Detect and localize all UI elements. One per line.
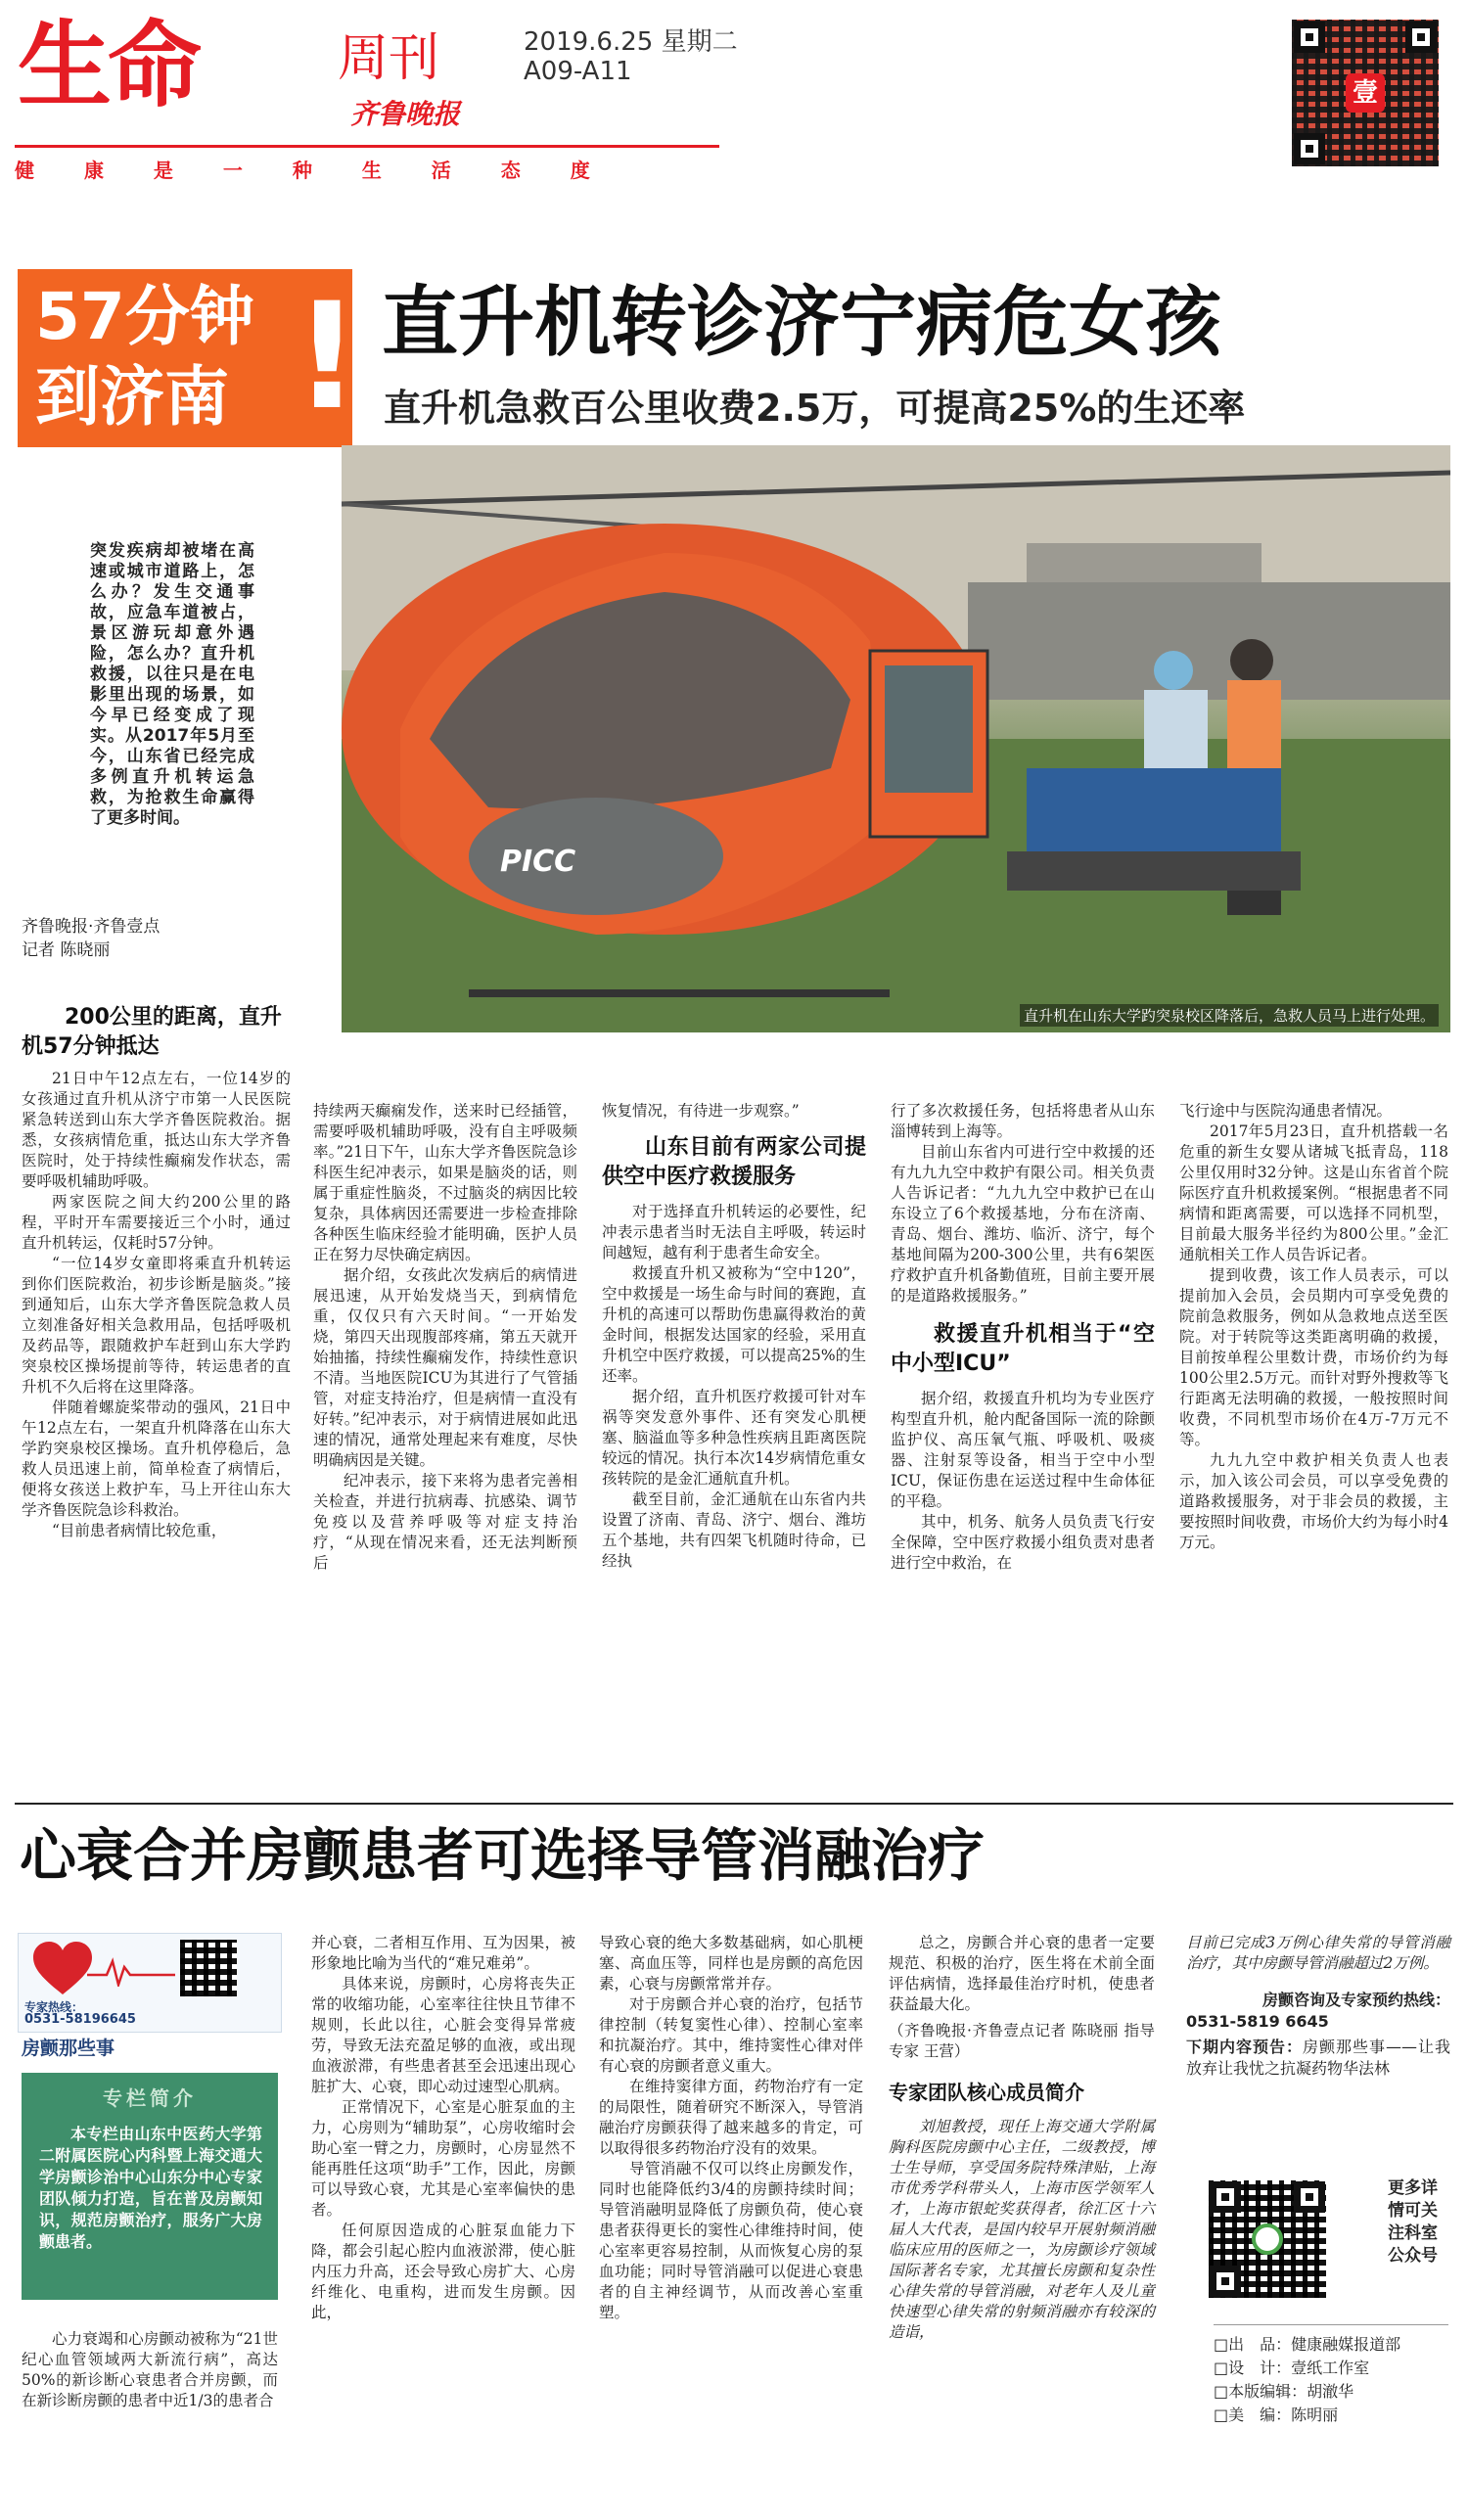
qr-finder-bl	[1210, 2266, 1241, 2297]
lead-col-2	[313, 1101, 577, 1574]
paragraph: 对于房颤合并心衰的治疗，包括节律控制（转复窦性心律）、控制心室率和抗凝治疗。其中，维持窦性心律对伴有心衰的房颤者意义重大。	[599, 1995, 863, 2075]
lead-intro: 突发疾病却被堵在高速或城市道路上，怎么办？发生交通事故，应急车道被占，景区游玩却意外遇险，怎么办？直升机救援，以往只是在电影里出现的场景，如今早已经变成了现实。从2017年5月至今，山东省已经完成多例直升机转运急救，为抢救生命赢得了更多时间。	[90, 541, 254, 828]
column-intro-box	[22, 2073, 278, 2300]
credit-value: 健康融媒报道部	[1291, 2335, 1401, 2354]
byline-reporter: 记者 陈晓丽	[22, 940, 111, 960]
masthead-weekly: 周刊	[338, 29, 440, 88]
credit-row	[1214, 2333, 1448, 2357]
credit-row	[1214, 2404, 1448, 2427]
consult-phone: 0531-5819 6645	[1186, 2012, 1329, 2031]
paragraph: 在维持窦律方面，药物治疗有一定的局限性，随着研究不断深入，导管消融治疗房颤获得了越来越多的肯定，可以取得很多药物治疗没有的效果。	[599, 2078, 863, 2157]
credit-value: 胡澈华	[1307, 2382, 1354, 2401]
section3-title: 救援直升机相当于“空中小型ICU”	[891, 1322, 1155, 1376]
credits-box	[1214, 2324, 1448, 2427]
badge-line1: 57分钟	[35, 279, 254, 354]
square-icon: □	[1214, 2359, 1229, 2377]
paragraph: 导管消融不仅可以终止房颤发作，同时也能降低约3/4的房颤持续时间；导管消融明显降低了房颤负荷，使心衰患者获得更长的窦性心律维持时间，使心室率更容易控制，从而恢复心房的泵血功能；同时导管消融可以促进心衰患者的自主神经调节，从而改善心室重塑。	[599, 2160, 863, 2321]
paragraph: “目前患者病情比较危重，	[52, 1522, 227, 1539]
section-divider	[15, 1803, 1453, 1805]
paragraph: 两家医院之间大约200公里的路程，平时开车需要接近三个小时，通过直升机转运，仅耗时57分钟。	[22, 1193, 291, 1252]
credit-value: 陈明丽	[1291, 2405, 1339, 2424]
paragraph: 目前山东省内可进行空中救援的还有九九九空中救护有限公司。相关负责人告诉记者：“九九九空中救护已在山东设立了6个救援基地，分布在济南、青岛、烟台、潍坊、临沂、济宁，每个基地间隔为200-300公里，共有6架医疗救护直升机备勤值班，目前主要开展的是道路救援服务。”	[891, 1143, 1155, 1305]
paragraph: 提到收费，该工作人员表示，可以提前加入会员，会员期内可享受免费的院前急救服务，例如从急救地点送至医院。对于转院等这类距离明确的救援，目前按单程公里数计费，市场价约为每100公里2.5万元。而针对野外搜救等飞行距离无法明确的救援，一般按照时间收费，不同机型市场价在4万-7万元不等。	[1179, 1266, 1448, 1448]
paragraph: 救援直升机又被称为“空中120”，空中救援是一场生命与时间的赛跑，直升机的高速可以帮助伤患赢得救治的黄金时间，根据发达国家的经验，采用直升机空中医疗救援，可以提高25%的生还率。	[602, 1264, 866, 1385]
consult-block	[1186, 1990, 1450, 2033]
paragraph: 九九九空中救护相关负责人也表示，加入该公司会员，可以享受免费的道路救援服务，对于非会员的救援，主要按照时间收费，市场价大约为每小时4万元。	[1179, 1451, 1448, 1551]
credit-label: 美 编：	[1228, 2405, 1292, 2424]
column-intro-text: 本专栏由山东中医药大学第二附属医院心内科暨上海交通大学房颤诊治中心山东分中心专家团队倾力打造，旨在普及房颤知识，规范房颤治疗，服务广大房颤患者。	[39, 2125, 262, 2251]
column-banner	[18, 1933, 282, 2033]
paragraph: 持续两天癫痫发作，送来时已经插管，需要呼吸机辅助呼吸，没有自主呼吸频率。”21日下午，山东大学齐鲁医院急诊科医生纪冲表示，如果是脑炎的话，则属于重症性脑炎，不过脑炎的病因比较复杂，具体病因还需要进一步检查排除各种医生临床经验才能明确，医护人员正在努力尽快确定病因。	[313, 1102, 577, 1263]
team-title: 专家团队核心成员简介	[889, 2081, 1084, 2104]
credit-label: 设 计：	[1228, 2359, 1292, 2377]
paragraph: 正常情况下，心室是心脏泵血的主力，心房则为“辅助泵”，心房收缩时会助心室一臂之力，房颤时，心房显然不能再胜任这项“助手”工作，因此，房颤可以导致心衰，尤其是心室率偏快的患者。	[311, 2098, 575, 2219]
next-issue	[1186, 2037, 1450, 2080]
lead-col-3	[602, 1101, 866, 1572]
qr-caption: 更多详情可关注科室公众号	[1388, 2178, 1438, 2266]
feature-col-5	[1186, 1933, 1450, 2080]
paragraph: 任何原因造成的心脏泵血能力下降，都会引起心腔内血液淤滞，使心脏内压力升高，还会导致心房扩大、心房纤维化、电重构，进而发生房颤。因此，	[311, 2222, 575, 2321]
photo-caption: 直升机在山东大学趵突泉校区降落后，急救人员马上进行处理。	[1020, 1004, 1439, 1027]
qr-finder-tl	[1294, 22, 1325, 53]
photo-illustration	[342, 445, 1450, 1032]
masthead-date	[524, 22, 738, 58]
masthead-title: 生命	[18, 11, 198, 120]
section1-title: 200公里的距离，直升机57分钟抵达	[22, 1005, 282, 1059]
credit-label: 出 品：	[1228, 2335, 1292, 2354]
paragraph: 总之，房颤合并心衰的患者一定要规范、积极的治疗，医生将在术前全面评估病情，选择最佳治疗时机，使患者获益最大化。	[889, 1934, 1155, 2013]
banner-qr-code[interactable]	[180, 1940, 237, 1996]
square-icon: □	[1214, 2405, 1229, 2424]
paragraph: 纪冲表示，接下来将为患者完善相关检查，并进行抗病毒、抗感染、调节免疫以及营养呼吸等对症支持治疗，“从现在情况来看，还无法判断预后	[313, 1472, 577, 1572]
qr-finder-bl	[1294, 133, 1325, 164]
feature-col-3	[599, 1933, 863, 2323]
team-bio: 刘旭教授，现任上海交通大学附属胸科医院房颤中心主任，二级教授，博士生导师，享受国务院特殊津贴，上海市优秀学科带头人，上海市医学领军人才，上海市银蛇奖获得者，徐汇区十六届人大代表，是国内较早开展射频消融临床应用的医师之一，为房颤诊疗领域国际著名专家，尤其擅长房颤和复杂性心律失常的导管消融，对老年人及儿童快速型心律失常的射频消融亦有较深的造诣，	[889, 2118, 1155, 2341]
lead-col-4	[891, 1101, 1155, 1574]
paragraph: 截至目前，金汇通航在山东省内共设置了济南、青岛、济宁、烟台、潍坊五个基地，共有四架飞机随时待命，已经执	[602, 1490, 866, 1570]
paragraph: 行了多次救援任务，包括将患者从山东淄博转到上海等。	[891, 1102, 1155, 1140]
lead-col-1	[22, 1069, 291, 1541]
heart-icon	[33, 1942, 92, 1996]
masthead-pages: A09-A11	[524, 57, 632, 86]
qr-finder-tr	[1294, 2181, 1325, 2213]
feature-headline: 心衰合并房颤患者可选择导管消融治疗	[20, 1822, 986, 1889]
paragraph: 恢复情况，有待进一步观察。”	[602, 1102, 800, 1120]
qr-finder-tl	[1210, 2181, 1241, 2213]
paragraph: 据介绍，救援直升机均为专业医疗构型直升机，舱内配备国际一流的除颤监护仪、高压氧气瓶、呼吸机、吸痰器、注射泵等设备，相当于空中小型ICU，保证伤患在运送过程中生命体征的平稳。	[891, 1390, 1155, 1510]
qr-pattern	[180, 1940, 237, 1996]
feature-col-4	[889, 1933, 1155, 2343]
hotline-label: 专家热线：	[24, 2000, 84, 2014]
credit-label: 本版编辑：	[1228, 2382, 1307, 2401]
helicopter-photo	[342, 445, 1450, 1032]
feature-col-1	[22, 2329, 278, 2411]
square-icon: □	[1214, 2382, 1229, 2401]
lead-badge	[18, 269, 361, 447]
masthead-rule	[15, 145, 719, 148]
badge-exclamation: !	[294, 272, 361, 442]
paragraph: 导致心衰的绝大多数基础病，如心肌梗塞、高血压等，同样也是房颤的高危因素，心衰与房颤常常并存。	[599, 1934, 863, 1993]
wechat-qr-code[interactable]	[1209, 2180, 1326, 2298]
byline-paper: 齐鲁晚报·齐鲁壹点	[22, 917, 161, 937]
lead-col-5	[1179, 1101, 1448, 1553]
date-text: 2019.6.25	[524, 27, 654, 57]
masthead-slogan: 健 康 是 一 种 生 活 态 度	[15, 159, 612, 182]
consult-label: 房颤咨询及专家预约热线：	[1262, 1991, 1450, 2009]
square-icon: □	[1214, 2335, 1229, 2354]
masthead-paper: 齐鲁晚报	[350, 98, 461, 130]
lead-headline: 直升机转诊济宁病危女孩	[382, 279, 1222, 367]
paragraph: 其中，机务、航务人员负责飞行安全保障，空中医疗救援小组负责对患者进行空中救治，在	[891, 1513, 1155, 1572]
paragraph: 心力衰竭和心房颤动被称为“21世纪心血管领域两大新流行病”，高达50%的新诊断心衰患者合并房颤，而在新诊断房颤的患者中近1/3的患者合	[22, 2330, 278, 2409]
lead-subhead: 直升机急救百公里收费2.5万，可提高25%的生还率	[384, 387, 1246, 430]
next-text: 房颤那些事——让我放弃让我忧之抗凝药物华法林	[1186, 2038, 1450, 2078]
lead-byline	[22, 915, 160, 962]
ecg-line-icon	[87, 1957, 175, 1987]
paragraph: 目前已完成3万例心律失常的导管消融治疗，其中房颤导管消融超过2万例。	[1186, 1934, 1450, 1972]
weekday-text: 星期二	[661, 27, 738, 57]
paragraph: 据介绍，直升机医疗救援可针对车祸等突发意外事件、还有突发心肌梗塞、脑溢血等多种急性疾病且距离医院较远的情况。执行本次14岁病情危重女孩转院的是金汇通航直升机。	[602, 1388, 866, 1488]
paragraph: 据介绍，女孩此次发病后的病情进展迅速，从开始发烧当天，到病情危重，仅仅只有六天时间。“一开始发烧，第四天出现腹部疼痛，第五天就开始抽搐，持续性癫痫发作，持续性意识不清。当地医院ICU为其进行了气管插管，对症支持治疗，但是病情一直没有好转。”纪冲表示，对于病情进展如此迅速的情况，通常处理起来有难度，尽快明确病因是关键。	[313, 1266, 577, 1469]
masthead-qr-code[interactable]	[1292, 20, 1439, 166]
heli-logo: PICC	[500, 845, 576, 879]
paragraph: 并心衰，二者相互作用、互为因果，被形象地比喻为当代的“难兄难弟”。	[311, 1934, 575, 1972]
section2-title: 山东目前有两家公司提供空中医疗救援服务	[602, 1135, 866, 1189]
badge-line2: 到济南	[35, 359, 229, 435]
paragraph: 对于选择直升机转运的必要性，纪冲表示患者当时无法自主呼吸，转运时间越短，越有利于患者生命安全。	[602, 1203, 866, 1261]
feature-col-2	[311, 1933, 575, 2323]
masthead	[0, 0, 1468, 186]
paragraph: 伴随着螺旋桨带动的强风，21日中午12点左右，一架直升机降落在山东大学趵突泉校区操场。直升机停稳后，急救人员迅速上前，简单检查了病情后，便将女孩送上救护车，马上开往山东大学齐鲁医院急诊科救治。	[22, 1398, 291, 1519]
next-label: 下期内容预告：	[1186, 2038, 1303, 2056]
credit-line: （齐鲁晚报·齐鲁壹点记者 陈晓丽 指导专家 王营）	[889, 2022, 1155, 2060]
credit-row	[1214, 2357, 1448, 2380]
qr-finder-tr	[1405, 22, 1437, 53]
paragraph: 飞行途中与医院沟通患者情况。	[1179, 1102, 1393, 1120]
paragraph: “一位14岁女童即将乘直升机转运到你们医院救治，初步诊断是脑炎。”接到通知后，山东大学齐鲁医院急救人员立刻准备好相关急救用品，包括呼吸机及药品等，跟随救护车赶到山东大学趵突泉校区操场提前等待，转运患者的直升机不久后将在这里降落。	[22, 1255, 291, 1396]
credit-row	[1214, 2380, 1448, 2404]
credit-value: 壹纸工作室	[1291, 2359, 1370, 2377]
qr-logo: 壹	[1346, 73, 1385, 113]
column-intro-title: 专栏简介	[103, 2086, 197, 2110]
hotline-number: 0531-58196645	[24, 2012, 136, 2027]
qr-center-logo-icon	[1252, 2223, 1283, 2255]
paragraph: 具体来说，房颤时，心房将丧失正常的收缩功能，心室率往往快且节律不规则，长此以往，心脏会变得异常疲劳，导致无法充盈足够的血液，或出现血液淤滞，有些患者甚至会迅速出现心脏扩大、心衰，即心动过速型心肌病。	[311, 1975, 575, 2095]
paragraph: 21日中午12点左右，一位14岁的女孩通过直升机从济宁市第一人民医院紧急转送到山东大学齐鲁医院救治。据悉，女孩病情危重，抵达山东大学齐鲁医院时，处于持续性癫痫发作状态，需要呼吸机辅助呼吸。	[22, 1070, 291, 1190]
paragraph: 2017年5月23日，直升机搭载一名危重的新生女婴从诸城飞抵青岛，118公里仅用时32分钟。这是山东省首个院际医疗直升机救援案例。“根据患者不同病情和距离需要，可以选择不同机型，目前最大服务半径约为800公里。”金汇通航相关工作人员告诉记者。	[1179, 1123, 1448, 1263]
column-name: 房颤那些事	[22, 2038, 115, 2059]
